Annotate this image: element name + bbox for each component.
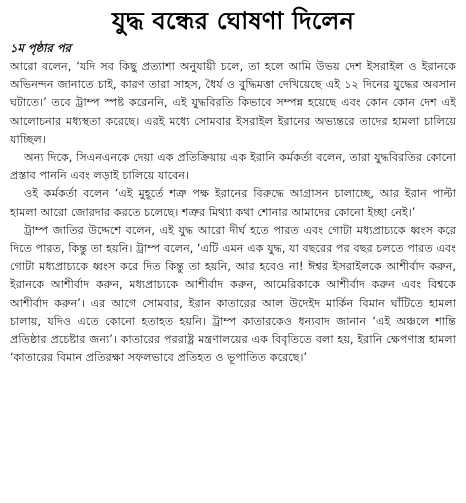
article-body — [10, 58, 456, 367]
article-headline: যুদ্ধ বন্ধের ঘোষণা দিলেন — [111, 7, 355, 35]
article-paragraph-3: ওই কর্মকর্তা বলেন ‘এই মুহূর্তে শত্রু পক্ষ ইরানের বিরুদ্ধে আগ্রাসন চালাচ্ছে, আর ইরান পাল্টা হামলা আরো জোরদার করতে চলেছে। শত্রুর মিথ্যা কথা শোনার আমাদের কোনো ইচ্ছা নেই।’ — [10, 187, 456, 219]
continued-from-label: ১ম পৃষ্ঠার পর — [10, 41, 71, 55]
article-paragraph-4: ট্রাম্প জাতির উদ্দেশে বলেন, এই যুদ্ধ আরো দীর্ঘ হতে পারত এবং গোটা মধ্যপ্রাচ্যকে ধ্বংস করে দিতে পারত, কিন্তু তা হয়নি। ট্রাম্প বলেন, ‘এটি এমন এক যুদ্ধ, যা বছরের পর বছর চলতে পারত এবং গোটা মধ্যপ্রাচ্যকে ধ্বংস করে দিত কিন্তু তা হয়নি, আর হবেও না! ঈশ্বর ইসরাইলকে আশীর্বাদ করুন, ইরানকে আশীর্বাদ করুন, মধ্যপ্রাচ্যকে আশীর্বাদ করুন, আমেরিকাকে আশীর্বাদ করুন এবং বিশ্বকে আশীর্বাদ করুন’। এর আগে সোমবার, ইরান কাতারের আল উদেইদ মার্কিন বিমান ঘাঁটিতে হামলা চালায়, যদিও এতে কোনো হতাহত হয়নি। ট্রাম্প কাতারকেও ধন্যবাদ জানান ‘এই অঞ্চলে শান্তি প্রতিষ্ঠার প্রচেষ্টার জন্য’। কাতারের পররাষ্ট্র মন্ত্রণালয়ের এক বিবৃতিতে বলা হয়, ইরানি ক্ষেপণাস্ত্র হামলা ‘কাতারের বিমান প্রতিরক্ষা সফলভাবে প্রতিহত ও ভূপাতিত করেছে।’ — [10, 223, 456, 365]
article-paragraph-1: আরো বলেন, ‘যদি সব কিছু প্রত্যাশা অনুযায়ী চলে, তা হলে আমি উভয় দেশ ইসরাইল ও ইরানকে অভিনন্দন জানাতে চাই, কারণ তারা সাহস, ধৈর্য ও বুদ্ধিমত্তা দেখিয়েছে এই ১২ দিনের যুদ্ধের অবসান ঘটাতে।’ তবে ট্রাম্প স্পষ্ট করেননি, এই যুদ্ধবিরতি কিভাবে সম্পন্ন হয়েছে এবং কোন কোন দেশ এই আলোচনার মধ্যস্থতা করেছে। এরই মধ্যে সোমবার ইসরাইল ইরানের অভ্যন্তরে তাদের হামলা চালিয়ে যাচ্ছিল। — [10, 60, 456, 146]
article-paragraph-2: অন্য দিকে, সিএনএনকে দেয়া এক প্রতিক্রিয়ায় এক ইরানি কর্মকর্তা বলেন, তারা যুদ্ধবিরতির কোনো প্রস্তাব পাননি এবং লড়াই চালিয়ে যাবেন। — [10, 151, 456, 183]
